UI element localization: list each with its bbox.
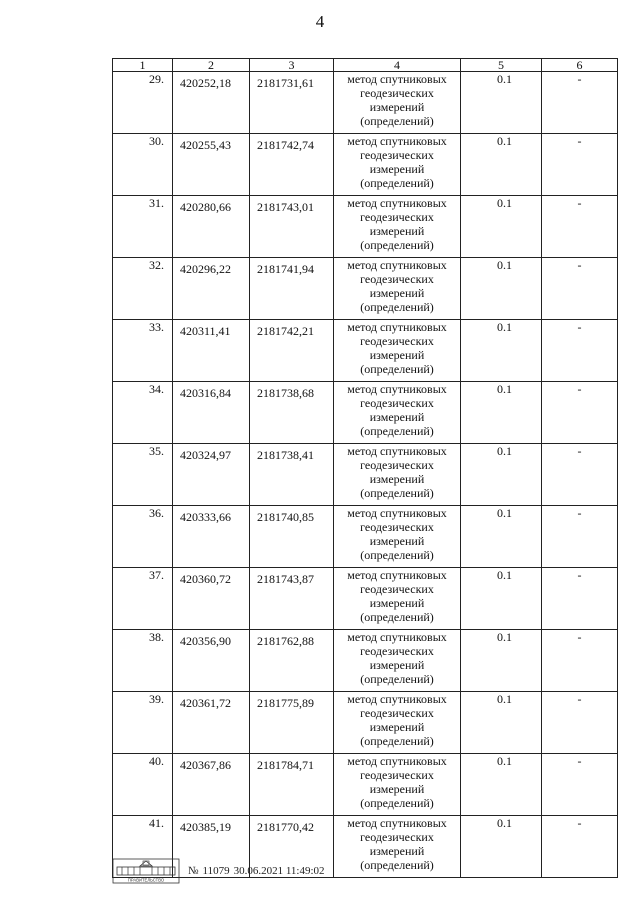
header-cell: 4 <box>334 59 461 72</box>
header-row <box>113 59 618 72</box>
coordinate-y: 2181742,21 <box>250 320 334 382</box>
table-row <box>113 258 618 320</box>
precision-cell: 0.1 <box>461 692 542 754</box>
point-number: 40. <box>113 754 173 816</box>
precision-cell: 0.1 <box>461 568 542 630</box>
col6-cell: - <box>542 320 618 382</box>
registration-datetime: 30.06.2021 11:49:02 <box>233 865 325 877</box>
header-cell: 1 <box>113 59 173 72</box>
precision-cell: 0.1 <box>461 134 542 196</box>
coordinate-x: 420255,43 <box>173 134 250 196</box>
method-cell: метод спутниковых геодезических измерений (определений) <box>334 568 461 630</box>
col6-cell: - <box>542 258 618 320</box>
method-cell: метод спутниковых геодезических измерений (определений) <box>334 444 461 506</box>
coordinate-x: 420333,66 <box>173 506 250 568</box>
table-row <box>113 754 618 816</box>
col6-cell: - <box>542 196 618 258</box>
coordinate-y: 2181770,42 <box>250 816 334 878</box>
coordinate-y: 2181762,88 <box>250 630 334 692</box>
precision-cell: 0.1 <box>461 630 542 692</box>
coordinate-y: 2181731,61 <box>250 72 334 134</box>
coordinate-x: 420356,90 <box>173 630 250 692</box>
coordinate-y: 2181738,41 <box>250 444 334 506</box>
header-cell: 6 <box>542 59 618 72</box>
precision-cell: 0.1 <box>461 72 542 134</box>
method-cell: метод спутниковых геодезических измерений (определений) <box>334 692 461 754</box>
table-header <box>113 59 618 72</box>
point-number: 41. <box>113 816 173 878</box>
coordinate-x: 420296,22 <box>173 258 250 320</box>
coordinate-y: 2181738,68 <box>250 382 334 444</box>
point-number: 36. <box>113 506 173 568</box>
method-cell: метод спутниковых геодезических измерений (определений) <box>334 320 461 382</box>
method-cell: метод спутниковых геодезических измерений (определений) <box>334 816 461 878</box>
precision-cell: 0.1 <box>461 444 542 506</box>
method-cell: метод спутниковых геодезических измерений (определений) <box>334 258 461 320</box>
coordinate-x: 420252,18 <box>173 72 250 134</box>
precision-cell: 0.1 <box>461 506 542 568</box>
method-cell: метод спутниковых геодезических измерений (определений) <box>334 506 461 568</box>
method-cell: метод спутниковых геодезических измерений (определений) <box>334 630 461 692</box>
point-number: 39. <box>113 692 173 754</box>
point-number: 38. <box>113 630 173 692</box>
point-number: 29. <box>113 72 173 134</box>
coordinate-y: 2181742,74 <box>250 134 334 196</box>
header-cell: 3 <box>250 59 334 72</box>
coordinate-y: 2181741,94 <box>250 258 334 320</box>
col6-cell: - <box>542 816 618 878</box>
coordinate-x: 420311,41 <box>173 320 250 382</box>
table-row <box>113 320 618 382</box>
coordinate-y: 2181784,71 <box>250 754 334 816</box>
precision-cell: 0.1 <box>461 320 542 382</box>
coordinate-x: 420324,97 <box>173 444 250 506</box>
table-row <box>113 506 618 568</box>
coordinate-x: 420316,84 <box>173 382 250 444</box>
point-number: 37. <box>113 568 173 630</box>
method-cell: метод спутниковых геодезических измерений (определений) <box>334 72 461 134</box>
point-number: 32. <box>113 258 173 320</box>
table-row <box>113 134 618 196</box>
table-row <box>113 382 618 444</box>
precision-cell: 0.1 <box>461 382 542 444</box>
precision-cell: 0.1 <box>461 816 542 878</box>
government-building-seal-icon <box>112 857 180 885</box>
col6-cell: - <box>542 692 618 754</box>
coordinate-y: 2181740,85 <box>250 506 334 568</box>
registration-number: 11079 <box>202 865 230 877</box>
col6-cell: - <box>542 568 618 630</box>
coordinate-x: 420360,72 <box>173 568 250 630</box>
page-number: 4 <box>315 12 325 31</box>
method-cell: метод спутниковых геодезических измерений (определений) <box>334 196 461 258</box>
col6-cell: - <box>542 382 618 444</box>
table-row <box>113 444 618 506</box>
table-row <box>113 630 618 692</box>
coordinates-table <box>112 58 618 878</box>
col6-cell: - <box>542 754 618 816</box>
method-cell: метод спутниковых геодезических измерений (определений) <box>334 754 461 816</box>
method-cell: метод спутниковых геодезических измерений (определений) <box>334 382 461 444</box>
precision-cell: 0.1 <box>461 258 542 320</box>
coordinate-y: 2181743,87 <box>250 568 334 630</box>
table-row <box>113 196 618 258</box>
point-number: 34. <box>113 382 173 444</box>
header-cell: 5 <box>461 59 542 72</box>
table-row <box>113 692 618 754</box>
table-row <box>113 568 618 630</box>
coordinate-y: 2181743,01 <box>250 196 334 258</box>
coordinate-x: 420367,86 <box>173 754 250 816</box>
number-sign: № <box>188 865 199 877</box>
point-number: 30. <box>113 134 173 196</box>
coordinate-y: 2181775,89 <box>250 692 334 754</box>
coordinate-x: 420385,19 <box>173 816 250 878</box>
col6-cell: - <box>542 72 618 134</box>
coordinate-x: 420280,66 <box>173 196 250 258</box>
col6-cell: - <box>542 134 618 196</box>
col6-cell: - <box>542 630 618 692</box>
point-number: 35. <box>113 444 173 506</box>
table-row <box>113 72 618 134</box>
precision-cell: 0.1 <box>461 754 542 816</box>
method-cell: метод спутниковых геодезических измерений (определений) <box>334 134 461 196</box>
header-cell: 2 <box>173 59 250 72</box>
point-number: 31. <box>113 196 173 258</box>
col6-cell: - <box>542 506 618 568</box>
registration-info <box>188 865 329 877</box>
col6-cell: - <box>542 444 618 506</box>
table-body <box>113 72 618 878</box>
precision-cell: 0.1 <box>461 196 542 258</box>
stamp-text: ПРАВИТЕЛЬСТВО <box>127 877 165 883</box>
coordinate-x: 420361,72 <box>173 692 250 754</box>
document-footer <box>112 856 329 886</box>
point-number: 33. <box>113 320 173 382</box>
